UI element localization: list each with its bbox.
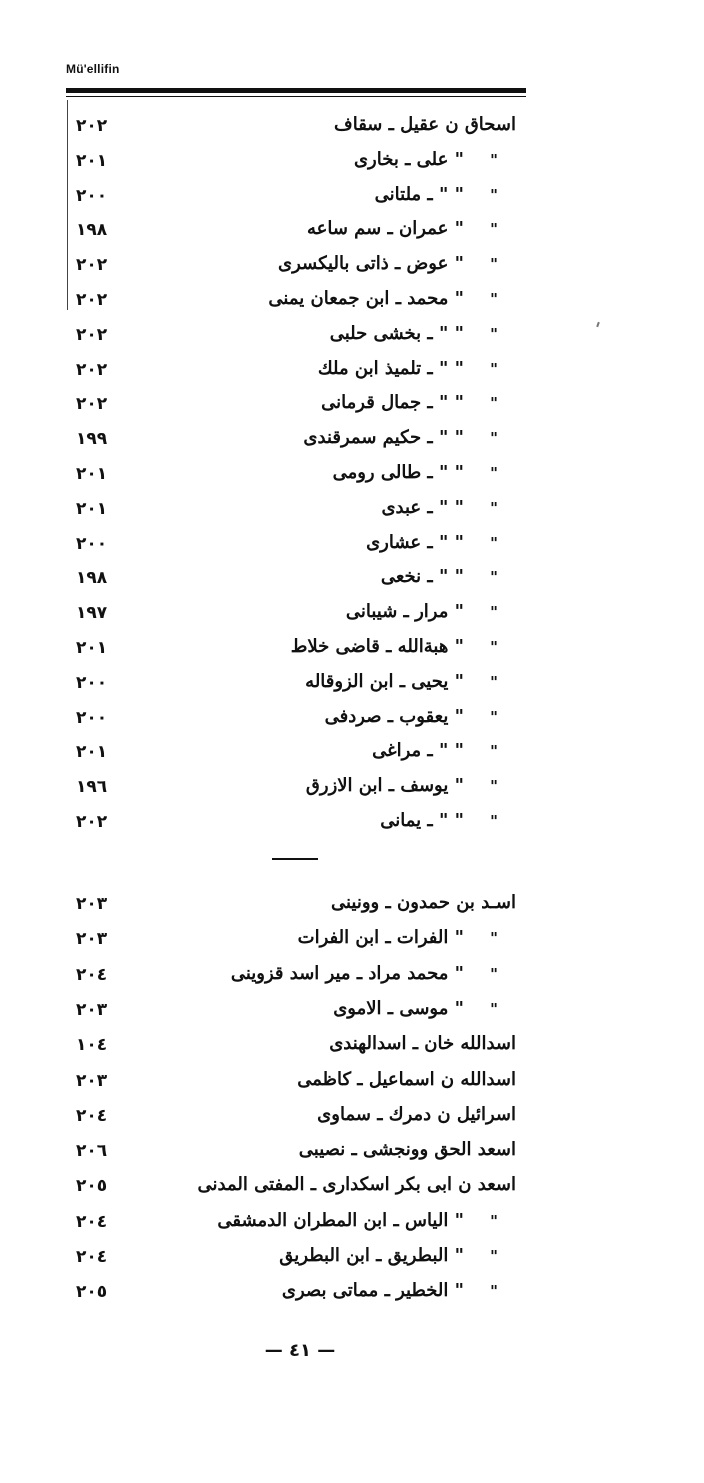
entry-page-number: ٢٠١ bbox=[76, 498, 108, 519]
entry-page-number: ٢٠٣ bbox=[76, 929, 108, 950]
entry-name: " عوض ـ ذاتى باليكسرى bbox=[278, 253, 464, 275]
entry-page-number: ٢٠٢ bbox=[76, 359, 108, 380]
index-entry bbox=[66, 737, 526, 767]
entry-name: " محمد ـ ابن جمعان يمنى bbox=[268, 288, 464, 309]
index-entry bbox=[66, 529, 526, 559]
index-entry bbox=[66, 924, 526, 954]
index-entry bbox=[66, 1030, 526, 1060]
index-entry bbox=[66, 633, 526, 663]
entry-name: اسعد الحق وونجشى ـ نصيبى bbox=[298, 1139, 516, 1161]
index-entry bbox=[66, 1207, 526, 1237]
entry-page-number: ٢٠٢ bbox=[76, 116, 108, 136]
entry-name: " يوسف ـ ابن الازرق bbox=[305, 775, 464, 797]
entry-page-number: ٢٠٤ bbox=[76, 1105, 108, 1126]
entry-page-number: ٢٠٥ bbox=[76, 1282, 108, 1303]
page-header-label: Mü'ellifin bbox=[66, 62, 120, 76]
entry-page-number: ٢٠٢ bbox=[76, 812, 108, 832]
entry-name: " موسى ـ الاموى bbox=[333, 997, 464, 1019]
entry-ditto-mark: " bbox=[490, 568, 498, 587]
entry-page-number: ٢٠٢ bbox=[76, 290, 108, 310]
entry-page-number: ٢٠٤ bbox=[76, 1211, 108, 1232]
entry-ditto-mark: " bbox=[490, 359, 498, 378]
index-entry bbox=[66, 889, 526, 919]
index-entry bbox=[66, 111, 526, 141]
index-entry bbox=[66, 1136, 526, 1166]
entry-name: " الخطير ـ مماتى بصرى bbox=[281, 1280, 464, 1302]
index-entry bbox=[66, 285, 526, 315]
entry-page-number: ٢٠٦ bbox=[76, 1141, 108, 1162]
entry-ditto-mark: " bbox=[490, 707, 498, 726]
index-entry bbox=[66, 146, 526, 176]
entry-name: اسـد بن حمدون ـ وونينى bbox=[330, 892, 516, 913]
entry-name: " " ـ تلميذ ابن ملك bbox=[317, 357, 464, 379]
entry-name: " البطريق ـ ابن البطريق bbox=[279, 1245, 464, 1266]
entry-ditto-mark: " bbox=[490, 220, 498, 239]
entry-page-number: ٢٠٢ bbox=[76, 255, 108, 276]
entry-page-number: ٢٠٠ bbox=[76, 533, 108, 554]
entry-name: " " ـ عبدى bbox=[381, 496, 464, 518]
entry-page-number: ٢٠٥ bbox=[76, 1176, 108, 1197]
entry-page-number: ١٩٦ bbox=[76, 777, 108, 798]
index-entry bbox=[66, 1101, 526, 1131]
header-rule-thick bbox=[66, 88, 526, 93]
entry-ditto-mark: " bbox=[490, 1282, 498, 1301]
entry-name: " الفرات ـ ابن الفرات bbox=[297, 927, 464, 949]
entry-ditto-mark: " bbox=[490, 290, 498, 308]
entry-name: " " ـ جمال قرمانى bbox=[321, 392, 464, 414]
index-entry bbox=[66, 772, 526, 802]
header-rule-thin bbox=[66, 96, 526, 97]
entry-ditto-mark: " bbox=[490, 464, 498, 482]
entry-page-number: ٢٠٢ bbox=[76, 324, 108, 345]
entry-ditto-mark: " bbox=[490, 533, 498, 552]
entry-name: " محمد مراد ـ مير اسد قزوينى bbox=[230, 962, 464, 984]
entry-name: " " ـ مراغى bbox=[372, 740, 464, 762]
entry-name: " عمران ـ سم ساعه bbox=[306, 218, 464, 240]
entry-page-number: ٢٠١ bbox=[76, 638, 108, 658]
index-entry bbox=[66, 1066, 526, 1096]
entry-name: " " ـ يمانى bbox=[380, 810, 464, 831]
entry-name: " " ـ طالى رومى bbox=[332, 462, 464, 483]
index-entry bbox=[66, 389, 526, 419]
index-entry bbox=[66, 807, 526, 837]
entry-name: اسدالله خان ـ اسدالهندى bbox=[329, 1033, 516, 1055]
entry-ditto-mark: " bbox=[490, 964, 498, 983]
entry-page-number: ٢٠٤ bbox=[76, 1247, 108, 1267]
entry-name: اسحاق ن عقيل ـ سقاف bbox=[334, 114, 516, 135]
entry-name: " " ـ نخعى bbox=[380, 566, 464, 588]
entry-page-number: ١٩٩ bbox=[76, 429, 108, 450]
index-entry bbox=[66, 250, 526, 280]
index-entry bbox=[66, 598, 526, 628]
entry-page-number: ١٩٨ bbox=[76, 568, 108, 589]
entry-ditto-mark: " bbox=[490, 324, 498, 343]
index-entry bbox=[66, 320, 526, 350]
entry-name: " يحيى ـ ابن الزوقاله bbox=[305, 670, 464, 692]
index-entry bbox=[66, 703, 526, 733]
entry-ditto-mark: " bbox=[490, 1211, 498, 1230]
entry-ditto-mark: " bbox=[490, 429, 498, 448]
entry-name: اسدالله ن اسماعيل ـ كاظمى bbox=[297, 1068, 516, 1090]
entry-ditto-mark: " bbox=[490, 394, 498, 413]
entry-name: " الياس ـ ابن المطران الدمشقى bbox=[217, 1209, 464, 1231]
entry-name: اسرائيل ن دمرك ـ سماوى bbox=[317, 1103, 516, 1125]
index-entry bbox=[66, 563, 526, 593]
entry-page-number: ٢٠٣ bbox=[76, 1070, 108, 1091]
entry-ditto-mark: " bbox=[490, 812, 498, 830]
page-number: — ٤١ — bbox=[264, 1340, 336, 1361]
entry-page-number: ٢٠٠ bbox=[76, 672, 108, 693]
entry-name: " " ـ حكيم سمرقندى bbox=[303, 427, 464, 449]
entry-name: " " ـ عشارى bbox=[366, 531, 464, 553]
entry-page-number: ١٩٨ bbox=[76, 220, 108, 241]
scan-speck bbox=[596, 322, 600, 327]
entry-page-number: ١٠٤ bbox=[76, 1035, 108, 1056]
index-entry bbox=[66, 494, 526, 524]
entry-page-number: ٢٠١ bbox=[76, 150, 108, 171]
entry-name: " " ـ بخشى حلبى bbox=[329, 322, 464, 344]
index-entry bbox=[66, 1171, 526, 1201]
section-divider bbox=[272, 858, 318, 860]
index-entry bbox=[66, 960, 526, 990]
entry-page-number: ٢٠٣ bbox=[76, 894, 108, 914]
entry-name: اسعد ن ابى بكر اسكدارى ـ المفتى المدنى bbox=[197, 1174, 516, 1196]
entry-ditto-mark: " bbox=[490, 999, 498, 1018]
entry-ditto-mark: " bbox=[490, 672, 498, 691]
entry-ditto-mark: " bbox=[490, 929, 498, 948]
entry-name: " مرار ـ شيبانى bbox=[345, 601, 464, 623]
index-entry bbox=[66, 1277, 526, 1307]
entry-page-number: ٢٠٠ bbox=[76, 185, 108, 206]
entry-page-number: ٢٠١ bbox=[76, 464, 108, 484]
entry-name: " يعقوب ـ صردفى bbox=[324, 705, 464, 727]
entry-ditto-mark: " bbox=[490, 603, 498, 622]
entry-page-number: ٢٠٤ bbox=[76, 964, 108, 985]
index-entry bbox=[66, 424, 526, 454]
entry-page-number: ٢٠٣ bbox=[76, 999, 108, 1020]
entry-page-number: ٢٠٢ bbox=[76, 394, 108, 415]
index-entry bbox=[66, 181, 526, 211]
index-entry bbox=[66, 459, 526, 489]
entry-page-number: ٢٠٠ bbox=[76, 707, 108, 728]
entry-name: " هبةالله ـ قاضى خلاط bbox=[290, 636, 464, 657]
entry-ditto-mark: " bbox=[490, 150, 498, 169]
entry-ditto-mark: " bbox=[490, 742, 498, 761]
index-entry bbox=[66, 668, 526, 698]
entry-ditto-mark: " bbox=[490, 255, 498, 274]
entry-name: " على ـ بخارى bbox=[353, 148, 464, 170]
entry-ditto-mark: " bbox=[490, 1247, 498, 1265]
entry-name: " " ـ ملتانى bbox=[374, 183, 464, 205]
index-entry bbox=[66, 1242, 526, 1272]
index-entry bbox=[66, 215, 526, 245]
entry-ditto-mark: " bbox=[490, 777, 498, 796]
entry-page-number: ٢٠١ bbox=[76, 742, 108, 763]
index-entry bbox=[66, 355, 526, 385]
entry-ditto-mark: " bbox=[490, 638, 498, 656]
entry-ditto-mark: " bbox=[490, 185, 498, 204]
entry-page-number: ١٩٧ bbox=[76, 603, 108, 624]
entry-ditto-mark: " bbox=[490, 498, 498, 517]
index-entry bbox=[66, 995, 526, 1025]
